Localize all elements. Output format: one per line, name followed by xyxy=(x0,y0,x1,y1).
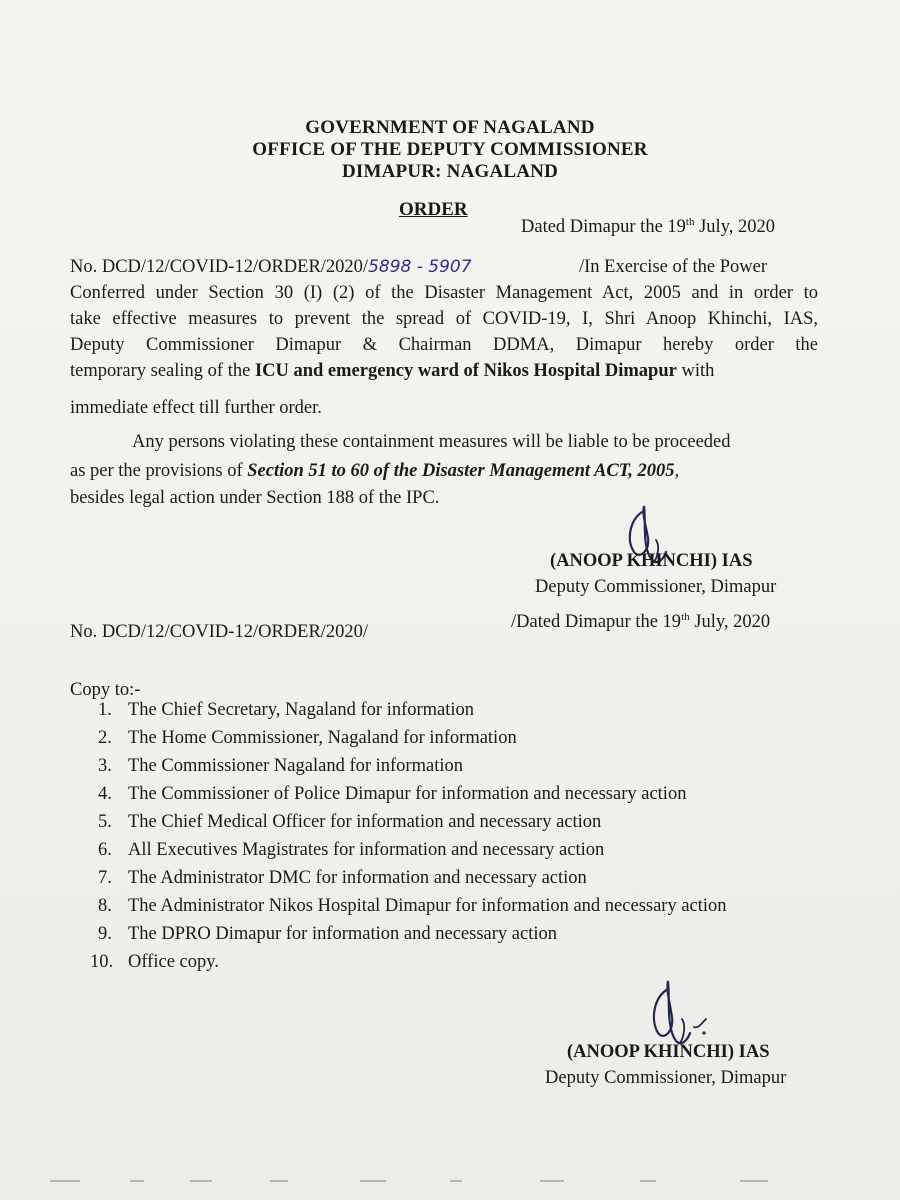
ref-number: No. DCD/12/COVID-12/ORDER/2020/ xyxy=(70,257,369,277)
signatory-title-2: Deputy Commissioner, Dimapur xyxy=(545,1068,787,1088)
para2-line1: Any persons violating these containment measures will be liable to be proceeded xyxy=(132,432,731,452)
list-item: 8. The Administrator Nikos Hospital Dimapur for information and necessary action xyxy=(98,896,727,916)
list-item: 5. The Chief Medical Officer for information and necessary action xyxy=(98,812,602,832)
signatory-title-1: Deputy Commissioner, Dimapur xyxy=(535,577,777,597)
list-item: 6. All Executives Magistrates for information and necessary action xyxy=(98,840,605,860)
list-item: 9. The DPRO Dimapur for information and necessary action xyxy=(98,924,557,944)
para2-line3: besides legal action under Section 188 of the IPC. xyxy=(70,488,440,508)
bold-section-ref: Section 51 to 60 of the Disaster Management ACT, 2005 xyxy=(247,461,675,481)
dated-bottom: /Dated Dimapur the 19th July, 2020 xyxy=(511,611,771,633)
header-government: GOVERNMENT OF NAGALAND xyxy=(305,117,595,138)
para1-line4: Deputy Commissioner Dimapur & Chairman DDMA, Dimapur hereby order the xyxy=(70,335,818,355)
ref-number-2: No. DCD/12/COVID-12/ORDER/2020/ xyxy=(70,622,369,642)
para1-line1-tail: /In Exercise of the Power xyxy=(579,257,768,277)
list-item: 2. The Home Commissioner, Nagaland for information xyxy=(98,728,517,748)
copy-to-label: Copy to:- xyxy=(70,680,141,700)
list-item: 10. Office copy. xyxy=(90,952,219,972)
para1-line5: temporary sealing of the ICU and emergency ward of Nikos Hospital Dimapur with xyxy=(70,361,715,381)
bold-icu-ward: ICU and emergency ward of Nikos Hospital Dimapur xyxy=(254,361,677,381)
header-office: OFFICE OF THE DEPUTY COMMISSIONER xyxy=(252,139,648,160)
list-item: 4. The Commissioner of Police Dimapur for information and necessary action xyxy=(98,784,687,804)
para1-line6: immediate effect till further order. xyxy=(70,398,322,418)
header-location: DIMAPUR: NAGALAND xyxy=(341,161,559,182)
signatory-name-2: (ANOOP KHINCHI) IAS xyxy=(567,1042,770,1062)
handwritten-ref-range: 5898 - 5907 xyxy=(368,257,472,277)
page-bleed-marks xyxy=(40,1178,860,1184)
list-item: 7. The Administrator DMC for information and necessary action xyxy=(98,868,587,888)
signatory-name-1: (ANOOP KHINCHI) IAS xyxy=(550,551,753,571)
list-item: 3. The Commissioner Nagaland for information xyxy=(98,756,463,776)
para1-line3: take effective measures to prevent the spread of COVID-19, I, Shri Anoop Khinchi, IAS, xyxy=(70,309,818,329)
dated-top: Dated Dimapur the 19th July, 2020 xyxy=(521,216,775,238)
para1-line1 xyxy=(70,257,818,278)
list-item: 1. The Chief Secretary, Nagaland for information xyxy=(98,700,475,720)
order-title: ORDER xyxy=(399,199,468,220)
para2-line2: as per the provisions of Section 51 to 60 of the Disaster Management ACT, 2005, xyxy=(70,461,680,481)
para1-line2: Conferred under Section 30 (I) (2) of the Disaster Management Act, 2005 and in order to xyxy=(70,283,818,303)
